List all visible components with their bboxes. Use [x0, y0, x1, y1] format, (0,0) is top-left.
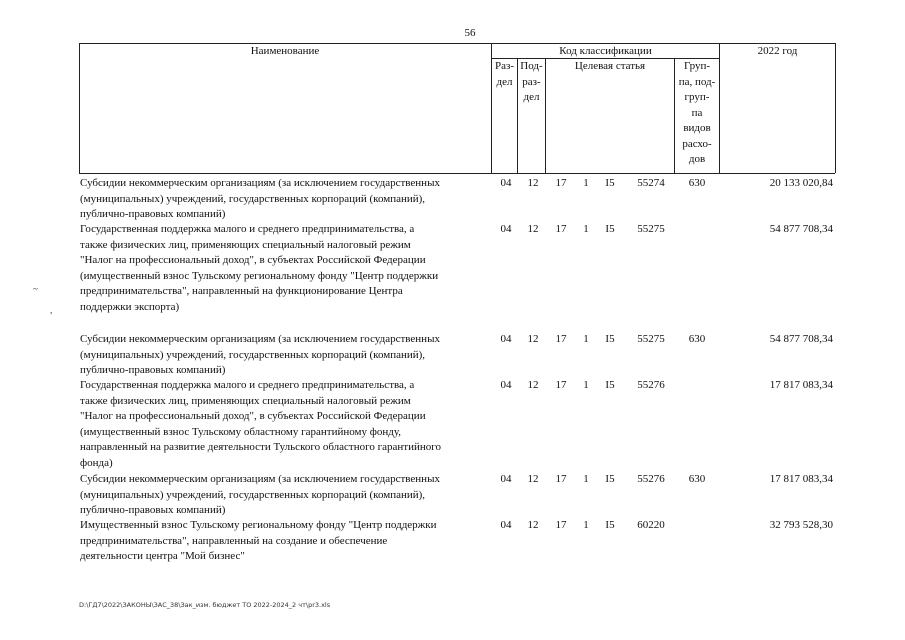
row-amount: 54 877 708,34 — [769, 333, 833, 345]
row-section: 04 — [500, 473, 512, 485]
row-target-4: 55276 — [637, 379, 665, 391]
row-section: 04 — [500, 177, 512, 189]
row-target-1: 17 — [555, 177, 567, 189]
row-target-4: 55274 — [637, 177, 665, 189]
row-target-2: 1 — [583, 333, 589, 345]
row-amount: 17 817 083,34 — [769, 379, 833, 391]
row-target-3: I5 — [605, 333, 615, 345]
header-code: Код классификации — [559, 45, 652, 57]
row-target-1: 17 — [555, 333, 567, 345]
row-expense-group: 630 — [688, 333, 706, 345]
row-target-2: 1 — [583, 519, 589, 531]
row-name: Государственная поддержка малого и среднего предпринимательства, а также физических лиц, применяющих специальный налоговый режим "Налог на профессиональный доход", в субъектах Российской Федерации (имущественный взнос Тульскому областному гарантийному фонду, направленный на развитие деятельности Тульского областного гарантийного фонда) — [80, 379, 441, 469]
col-border-left — [79, 43, 80, 173]
header-year: 2022 год — [757, 45, 798, 57]
row-subsection: 12 — [527, 177, 539, 189]
header-name: Наименование — [250, 45, 320, 57]
row-section: 04 — [500, 223, 512, 235]
row-expense-group: 630 — [688, 177, 706, 189]
row-section: 04 — [500, 519, 512, 531]
row-section: 04 — [500, 333, 512, 345]
row-subsection: 12 — [527, 473, 539, 485]
col-border-right — [835, 43, 836, 173]
header-target: Целевая статья — [574, 60, 646, 72]
row-target-1: 17 — [555, 223, 567, 235]
scan-speck: ~ — [33, 284, 38, 294]
row-target-3: I5 — [605, 519, 615, 531]
header-subsection: Под- раз- дел — [520, 60, 543, 103]
row-name: Имущественный взнос Тульскому региональному фонду "Центр поддержки предпринимательства", направленный на создание и обеспечение деятельности центра "Мой бизнес" — [80, 519, 437, 562]
row-target-2: 1 — [583, 223, 589, 235]
row-name: Субсидии некоммерческим организациям (за исключением государственных (муниципальных) учреждений, государственных корпораций (компаний), публично-правовых компаний) — [80, 333, 440, 376]
col-border-pr — [545, 58, 546, 173]
row-target-2: 1 — [583, 473, 589, 485]
row-expense-group: 630 — [688, 473, 706, 485]
row-target-2: 1 — [583, 379, 589, 391]
row-target-4: 55275 — [637, 333, 665, 345]
row-section: 04 — [500, 379, 512, 391]
row-name: Субсидии некоммерческим организациям (за исключением государственных (муниципальных) учреждений, государственных корпораций (компаний), публично-правовых компаний) — [80, 177, 440, 220]
page-number: 56 — [464, 27, 476, 39]
row-amount: 20 133 020,84 — [769, 177, 833, 189]
row-target-2: 1 — [583, 177, 589, 189]
row-amount: 17 817 083,34 — [769, 473, 833, 485]
col-border-code — [719, 43, 720, 173]
row-name: Субсидии некоммерческим организациям (за исключением государственных (муниципальных) учреждений, государственных корпораций (компаний), публично-правовых компаний) — [80, 473, 440, 516]
file-path-footer: D:\ГД7\2022\ЗАКОНЫ\ЗАС_38\Зак_изм. бюджет ТО 2022-2024_2 чт\pr3.xls — [79, 601, 331, 609]
row-amount: 32 793 528,30 — [769, 519, 833, 531]
header-group: Груп- па, под- груп- па видов расхо- дов — [678, 60, 716, 165]
row-target-4: 55275 — [637, 223, 665, 235]
row-target-4: 55276 — [637, 473, 665, 485]
row-subsection: 12 — [527, 223, 539, 235]
header-bottom-border — [79, 173, 835, 174]
row-target-3: I5 — [605, 177, 615, 189]
row-target-1: 17 — [555, 519, 567, 531]
row-target-1: 17 — [555, 379, 567, 391]
row-target-3: I5 — [605, 223, 615, 235]
row-subsection: 12 — [527, 333, 539, 345]
header-section: Раз- дел — [494, 60, 514, 88]
row-subsection: 12 — [527, 379, 539, 391]
scan-speck: , — [50, 305, 53, 315]
row-target-1: 17 — [555, 473, 567, 485]
row-subsection: 12 — [527, 519, 539, 531]
row-target-3: I5 — [605, 379, 615, 391]
row-name: Государственная поддержка малого и среднего предпринимательства, а также физических лиц, применяющих специальный налоговый режим "Налог на профессиональный доход", в субъектах Российской Федерации (имущественный взнос Тульскому региональному фонду "Центр поддержки предпринимательства", направленный на функционирование Центра поддержки экспорта) — [80, 223, 439, 313]
row-amount: 54 877 708,34 — [769, 223, 833, 235]
row-target-4: 60220 — [637, 519, 665, 531]
row-target-3: I5 — [605, 473, 615, 485]
